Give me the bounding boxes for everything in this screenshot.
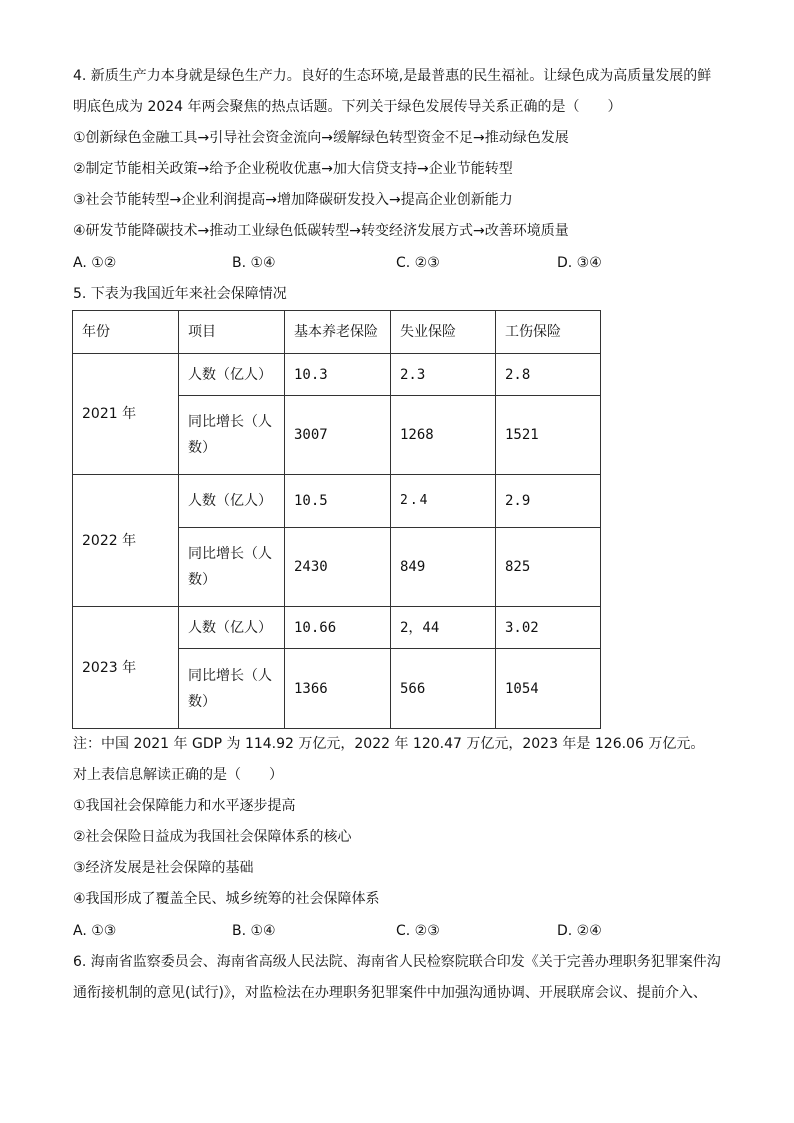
q6-line1: 6. 海南省监察委员会、海南省高级人民法院、海南省人民检察院联合印发《关于完善办理职务犯罪案件沟 <box>73 954 721 970</box>
cell-value: 10.3 <box>285 354 391 396</box>
cell-value: 2.9 <box>496 475 601 528</box>
table-header-row <box>73 311 601 354</box>
header-unemployment: 失业保险 <box>391 311 496 354</box>
label-growth-line2: 数） <box>188 440 216 456</box>
label-count: 人数（亿人） <box>179 475 285 528</box>
social-security-table <box>72 310 601 729</box>
q5-note: 注：中国 2021 年 GDP 为 114.92 万亿元，2022 年 120.47 万亿元，2023 年是 126.06 万亿元。 <box>73 736 705 752</box>
q4-option-c: C. ②③ <box>396 255 440 271</box>
label-growth-line2: 数） <box>188 572 216 588</box>
table-row <box>73 607 601 649</box>
year-cell-2022: 2022 年 <box>73 475 179 607</box>
table-row <box>73 354 601 396</box>
label-growth-line2: 数） <box>188 693 216 710</box>
q4-option-b: B. ①④ <box>232 255 276 271</box>
q5-option-b: B. ①④ <box>232 923 276 939</box>
q4-item-4: ④研发节能降碳技术→推动工业绿色低碳转型→转变经济发展方式→改善环境质量 <box>73 223 569 239</box>
cell-value: 3.02 <box>496 607 601 649</box>
q4-item-2: ②制定节能相关政策→给予企业税收优惠→加大信贷支持→企业节能转型 <box>73 161 513 177</box>
q5-option-a: A. ①③ <box>73 923 117 939</box>
label-growth-line1: 同比增长（人 <box>188 414 272 430</box>
q5-item-2: ②社会保险日益成为我国社会保障体系的核心 <box>73 829 352 845</box>
label-growth-line1: 同比增长（人 <box>188 546 272 562</box>
q4-item-3: ③社会节能转型→企业利润提高→增加降碳研发投入→提高企业创新能力 <box>73 192 513 208</box>
q5-item-3: ③经济发展是社会保障的基础 <box>73 860 254 876</box>
cell-value: 1366 <box>285 649 391 729</box>
q4-stem-line1: 4. 新质生产力本身就是绿色生产力。良好的生态环境,是最普惠的民生福祉。让绿色成为高质量发展的鲜 <box>73 68 712 84</box>
cell-value: 825 <box>496 528 601 607</box>
header-year: 年份 <box>73 311 179 354</box>
cell-value: 2430 <box>285 528 391 607</box>
q5-option-c: C. ②③ <box>396 923 440 939</box>
cell-value: 2.4 <box>391 475 496 528</box>
cell-value: 849 <box>391 528 496 607</box>
header-pension: 基本养老保险 <box>285 311 391 354</box>
cell-value: 3007 <box>285 396 391 475</box>
header-injury: 工伤保险 <box>496 311 601 354</box>
q6-line2: 通衔接机制的意见(试行)》，对监检法在办理职务犯罪案件中加强沟通协调、开展联席会议、提前介入、 <box>73 985 707 1001</box>
year-cell-2021: 2021 年 <box>73 354 179 475</box>
cell-value: 2.8 <box>496 354 601 396</box>
cell-value: 1268 <box>391 396 496 475</box>
label-growth-line1: 同比增长（人 <box>188 667 272 684</box>
cell-value: 1521 <box>496 396 601 475</box>
q5-question: 对上表信息解读正确的是（ ） <box>73 767 283 783</box>
label-count: 人数（亿人） <box>179 607 285 649</box>
q5-option-d: D. ②④ <box>557 923 602 939</box>
cell-value: 10.5 <box>285 475 391 528</box>
cell-value: 1054 <box>496 649 601 729</box>
q5-item-4: ④我国形成了覆盖全民、城乡统筹的社会保障体系 <box>73 891 380 907</box>
q4-item-1: ①创新绿色金融工具→引导社会资金流向→缓解绿色转型资金不足→推动绿色发展 <box>73 130 569 146</box>
cell-value: 2，44 <box>391 607 496 649</box>
q4-stem-line2: 明底色成为 2024 年两会聚焦的热点话题。下列关于绿色发展传导关系正确的是（ ） <box>73 99 622 115</box>
cell-value: 2.3 <box>391 354 496 396</box>
q5-item-1: ①我国社会保障能力和水平逐步提高 <box>73 798 296 814</box>
q4-option-d: D. ③④ <box>557 255 602 271</box>
cell-value: 10.66 <box>285 607 391 649</box>
header-item: 项目 <box>179 311 285 354</box>
label-count: 人数（亿人） <box>179 354 285 396</box>
year-cell-2023: 2023 年 <box>73 607 179 729</box>
q5-stem: 5. 下表为我国近年来社会保障情况 <box>73 286 287 302</box>
label-growth <box>179 528 285 607</box>
q4-option-a: A. ①② <box>73 255 117 271</box>
label-growth <box>179 649 285 729</box>
label-growth <box>179 396 285 475</box>
table-row <box>73 475 601 528</box>
cell-value: 566 <box>391 649 496 729</box>
